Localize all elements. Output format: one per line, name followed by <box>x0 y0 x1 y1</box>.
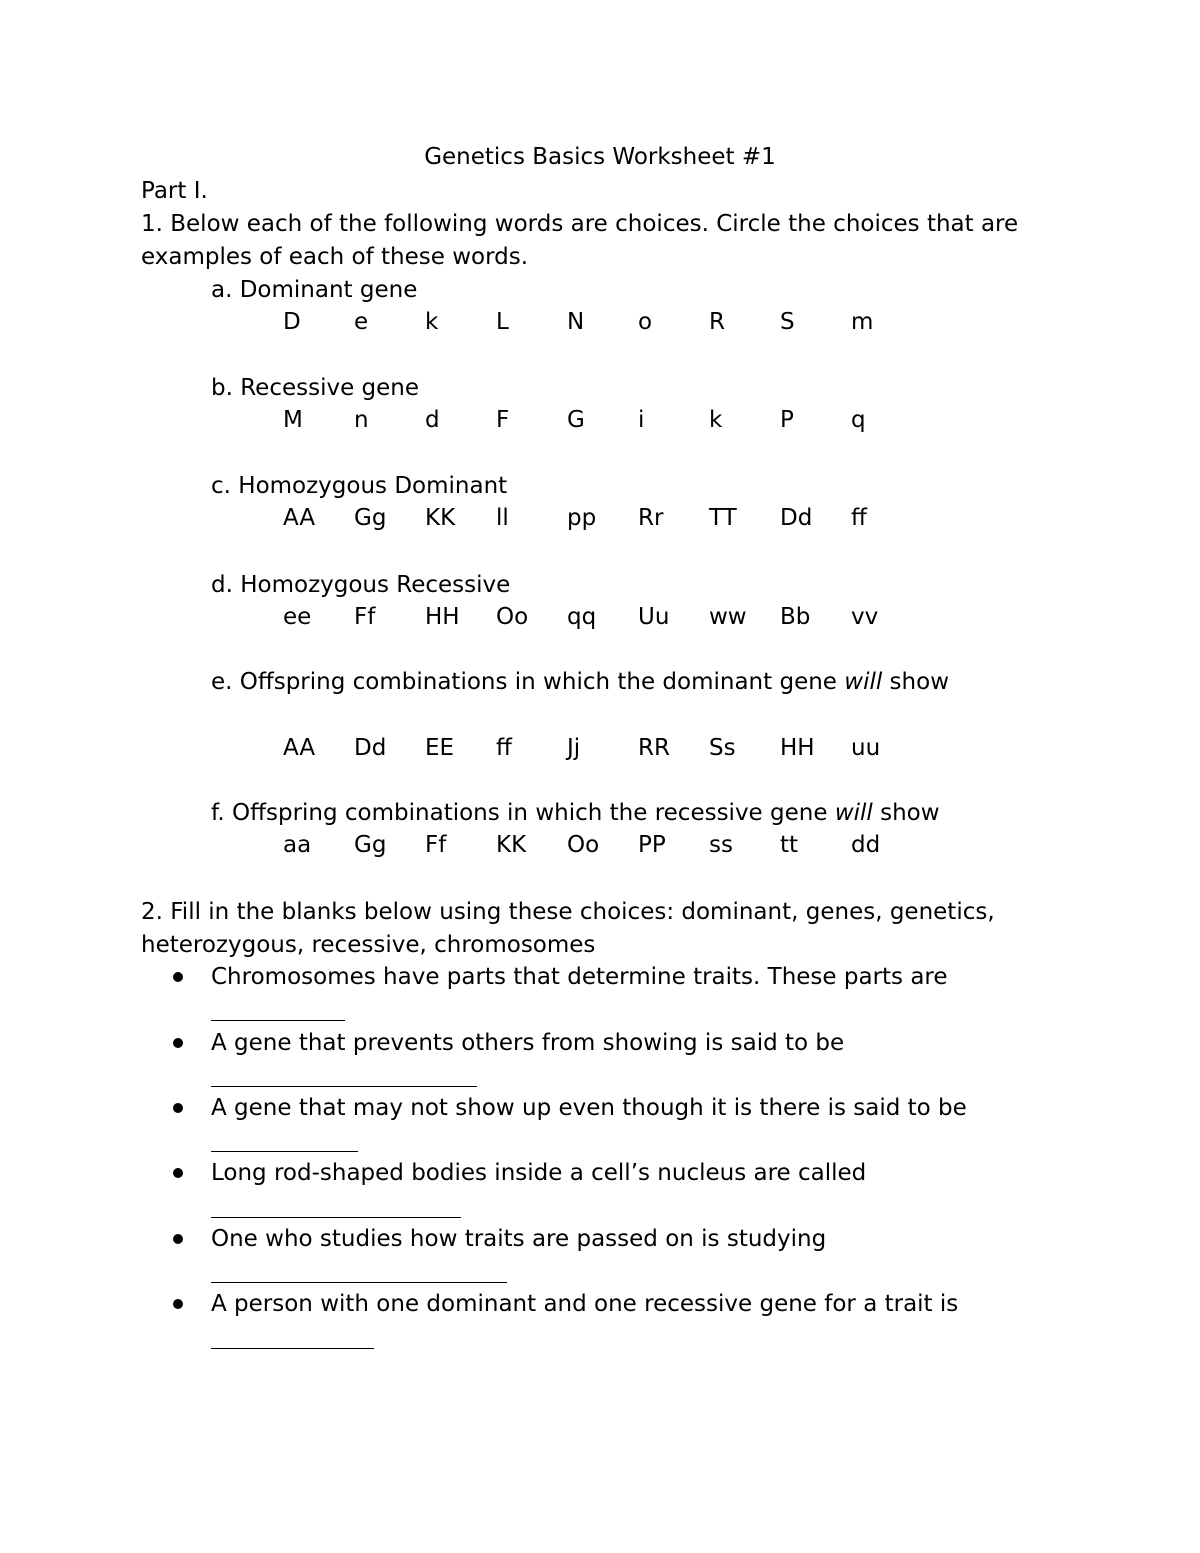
choice-option[interactable]: uu <box>851 735 881 761</box>
choice-option[interactable]: e <box>354 309 369 335</box>
choice-option[interactable]: d <box>425 407 440 433</box>
choice-option[interactable]: ff <box>851 505 867 531</box>
question-1-line-1: 1. Below each of the following words are choices. Circle the choices that are <box>141 211 1019 237</box>
choice-option[interactable]: TT <box>709 505 737 531</box>
choice-option[interactable]: F <box>496 407 510 433</box>
choice-option[interactable]: pp <box>567 505 597 531</box>
group-f-label: f. Offspring combinations in which the recessive gene will show <box>211 800 940 826</box>
fill-item-4: Long rod-shaped bodies inside a cell’s nucleus are called <box>211 1160 867 1186</box>
group-a-label: a. Dominant gene <box>211 277 418 303</box>
choice-option[interactable]: L <box>496 309 509 335</box>
fill-item-2: A gene that prevents others from showing is said to be <box>211 1030 845 1056</box>
bullet-3 <box>173 1103 183 1113</box>
choice-option[interactable]: AA <box>283 735 316 761</box>
choice-option[interactable]: k <box>709 407 723 433</box>
choice-option[interactable]: KK <box>496 832 527 858</box>
choice-option[interactable]: aa <box>283 832 312 858</box>
choice-option[interactable]: Jj <box>567 735 581 761</box>
fill-item-5: One who studies how traits are passed on is studying <box>211 1226 827 1252</box>
choice-option[interactable]: Uu <box>638 604 670 630</box>
question-2-line-1: 2. Fill in the blanks below using these choices: dominant, genes, genetics, <box>141 899 995 925</box>
choice-option[interactable]: qq <box>567 604 597 630</box>
choice-option[interactable]: ss <box>709 832 733 858</box>
choice-option[interactable]: ff <box>496 735 512 761</box>
choice-option[interactable]: Oo <box>496 604 529 630</box>
choice-option[interactable]: m <box>851 309 874 335</box>
choice-option[interactable]: ll <box>496 505 509 531</box>
choice-option[interactable]: RR <box>638 735 670 761</box>
choice-option[interactable]: o <box>638 309 653 335</box>
choice-option[interactable]: Ff <box>354 604 376 630</box>
fill-item-3: A gene that may not show up even though it is there is said to be <box>211 1095 967 1121</box>
answer-blank-4[interactable] <box>211 1217 461 1218</box>
choice-option[interactable]: ee <box>283 604 312 630</box>
group-d-label: d. Homozygous Recessive <box>211 572 511 598</box>
choice-option[interactable]: PP <box>638 832 666 858</box>
bullet-5 <box>173 1234 183 1244</box>
worksheet-title: Genetics Basics Worksheet #1 <box>424 144 776 170</box>
choice-option[interactable]: vv <box>851 604 879 630</box>
answer-blank-6[interactable] <box>211 1348 374 1349</box>
choice-option[interactable]: Bb <box>780 604 811 630</box>
answer-blank-1[interactable] <box>211 1020 345 1021</box>
choice-option[interactable]: G <box>567 407 585 433</box>
group-b-label: b. Recessive gene <box>211 375 420 401</box>
choice-option[interactable]: tt <box>780 832 799 858</box>
question-1-line-2: examples of each of these words. <box>141 244 529 270</box>
bullet-4 <box>173 1168 183 1178</box>
bullet-2 <box>173 1038 183 1048</box>
choice-option[interactable]: Gg <box>354 505 387 531</box>
answer-blank-5[interactable] <box>211 1282 507 1283</box>
choice-option[interactable]: Dd <box>354 735 387 761</box>
part-heading: Part I. <box>141 178 208 204</box>
choice-option[interactable]: M <box>283 407 303 433</box>
choice-option[interactable]: Rr <box>638 505 664 531</box>
choice-option[interactable]: EE <box>425 735 455 761</box>
group-c-label: c. Homozygous Dominant <box>211 473 508 499</box>
choice-option[interactable]: i <box>638 407 645 433</box>
choice-option[interactable]: n <box>354 407 369 433</box>
choice-option[interactable]: AA <box>283 505 316 531</box>
bullet-6 <box>173 1299 183 1309</box>
choice-option[interactable]: HH <box>425 604 460 630</box>
fill-item-6: A person with one dominant and one recessive gene for a trait is <box>211 1291 959 1317</box>
answer-blank-3[interactable] <box>211 1151 358 1152</box>
choice-option[interactable]: Gg <box>354 832 387 858</box>
choice-option[interactable]: dd <box>851 832 881 858</box>
choice-option[interactable]: Oo <box>567 832 600 858</box>
choice-option[interactable]: k <box>425 309 439 335</box>
choice-option[interactable]: HH <box>780 735 815 761</box>
choice-option[interactable]: KK <box>425 505 456 531</box>
choice-option[interactable]: D <box>283 309 301 335</box>
choice-option[interactable]: P <box>780 407 794 433</box>
choice-option[interactable]: Ss <box>709 735 736 761</box>
choice-option[interactable]: R <box>709 309 725 335</box>
choice-option[interactable]: Dd <box>780 505 813 531</box>
fill-item-1: Chromosomes have parts that determine traits. These parts are <box>211 964 948 990</box>
bullet-1 <box>173 972 183 982</box>
choice-option[interactable]: S <box>780 309 795 335</box>
question-2-line-2: heterozygous, recessive, chromosomes <box>141 932 596 958</box>
answer-blank-2[interactable] <box>211 1086 477 1087</box>
choice-option[interactable]: ww <box>709 604 747 630</box>
choice-option[interactable]: q <box>851 407 866 433</box>
group-e-label: e. Offspring combinations in which the dominant gene will show <box>211 669 950 695</box>
choice-option[interactable]: Ff <box>425 832 447 858</box>
choice-option[interactable]: N <box>567 309 585 335</box>
